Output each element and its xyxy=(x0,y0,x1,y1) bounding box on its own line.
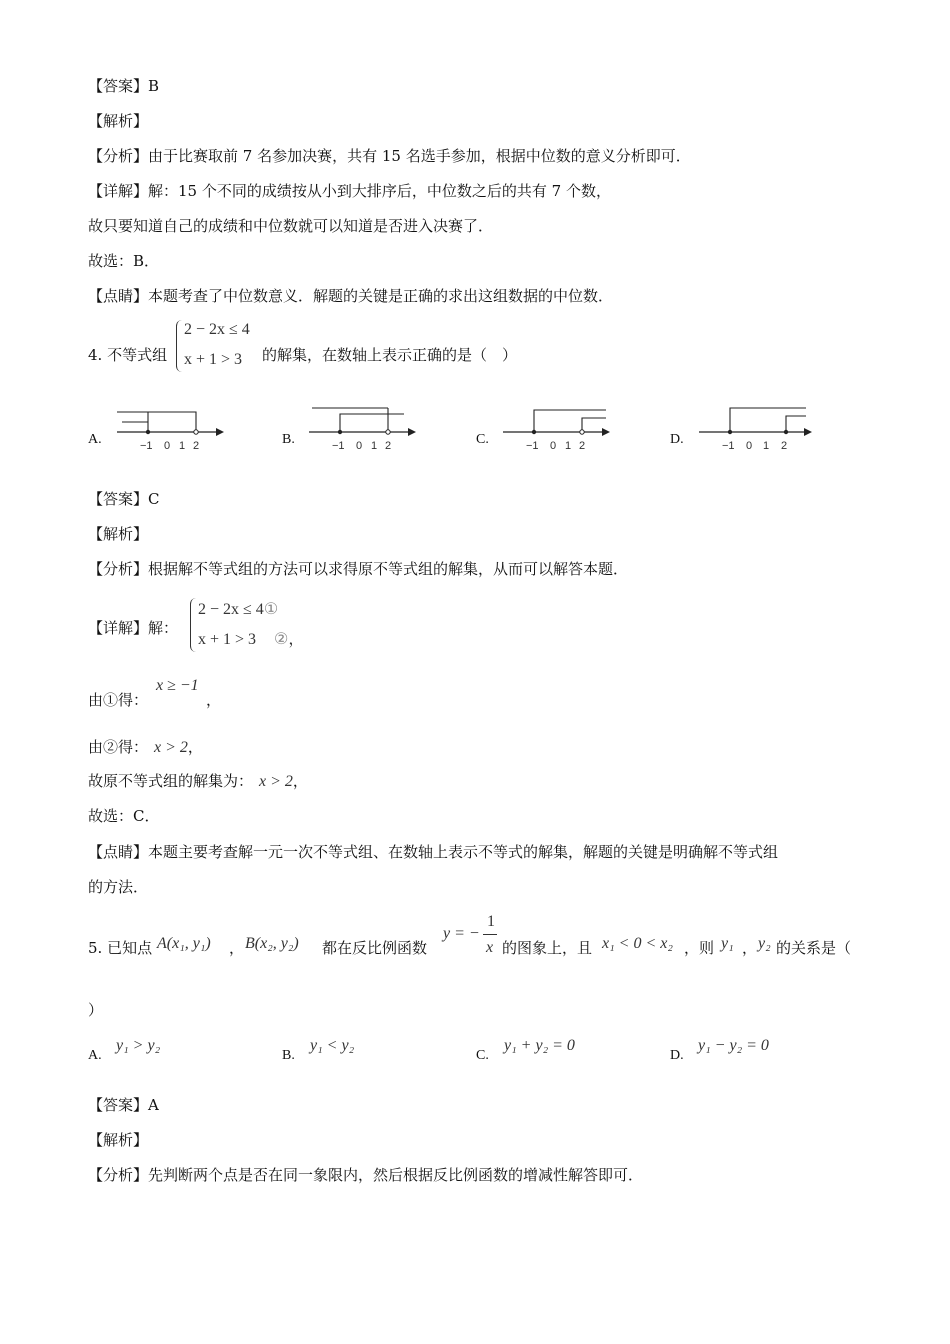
solution-ray-2 xyxy=(786,416,806,432)
fraction-bar xyxy=(483,934,497,935)
tick-label: 2 xyxy=(781,440,788,452)
q5-option-a-math: y₁ > y₂ xyxy=(116,1037,161,1054)
q4-detail xyxy=(88,618,178,638)
detail-text: 解：15 个不同的成绩按从小到大排序后，中位数之后的共有 7 个数， xyxy=(148,182,611,200)
q4-analysis-tag: 【解析】 xyxy=(88,525,149,543)
q4-stem-suffix: 的解集，在数轴上表示正确的是（ ） xyxy=(262,346,518,364)
q4-answer-line xyxy=(88,489,160,509)
q5-analysis-tag: 【解析】 xyxy=(88,1131,149,1149)
q4-step1-math: x ≥ −1 xyxy=(156,677,199,694)
dianjing-text: 本题主要考查解一元一次不等式组、在数轴上表示不等式的解集，解题的关键是明确解不等式组 xyxy=(148,843,779,861)
q5-sep: ， xyxy=(229,939,245,957)
solution-ray-neg1 xyxy=(730,408,806,432)
point-neg1 xyxy=(338,430,342,434)
trailing-comma: ， xyxy=(288,631,305,648)
q5-option-d-math: y₁ − y₂ = 0 xyxy=(698,1037,769,1054)
tick-label: 2 xyxy=(193,440,200,452)
q4-choose: 故选：C． xyxy=(88,807,160,825)
q5-y1: y₁ xyxy=(721,935,734,952)
q4-ineq1: 2 − 2x ≤ 4 xyxy=(184,321,250,338)
q3-fenxi xyxy=(88,146,691,166)
q5-func-den: x xyxy=(486,939,494,956)
q5-option-d-label[interactable]: D. xyxy=(670,1048,684,1063)
point-2 xyxy=(580,430,584,434)
q5-sep2: ， xyxy=(742,939,758,957)
q5-stem-prefix: 5. 已知点 xyxy=(88,939,153,957)
q4-detail-ineq2 xyxy=(198,630,304,650)
solution-ray-neg1 xyxy=(534,410,606,432)
q4-step1-comma: ， xyxy=(206,691,222,709)
point-neg1 xyxy=(728,430,732,434)
solution-ray-mid xyxy=(148,412,196,432)
fenxi-tag: 【分析】 xyxy=(88,1166,149,1184)
q5-stem-close: ） xyxy=(88,1001,104,1019)
q4-option-b-numberline xyxy=(304,400,424,455)
q4-option-a-label[interactable]: A. xyxy=(88,432,102,447)
q4-step2 xyxy=(88,737,203,758)
q5-option-a-label[interactable]: A. xyxy=(88,1048,102,1063)
detail-tag: 【详解】 xyxy=(88,182,149,200)
tick-label: −1 xyxy=(140,440,153,452)
q4-option-c-label[interactable]: C. xyxy=(476,432,489,447)
tick-label: 2 xyxy=(385,440,392,452)
circled-number: ① xyxy=(263,601,279,618)
q5-option-b-label[interactable]: B. xyxy=(282,1048,295,1063)
q5-y2: y₂ xyxy=(758,935,771,952)
detail-tag: 【详解】 xyxy=(88,619,149,637)
step-prefix: 由②得： xyxy=(88,738,149,756)
detail-prefix: 解： xyxy=(148,619,179,637)
tick-label: −1 xyxy=(332,440,345,452)
tick-label: −1 xyxy=(526,440,539,452)
q5-stem-end: 的关系是（ xyxy=(776,939,852,957)
step-math: x > 2 xyxy=(259,773,293,790)
tick-label: 1 xyxy=(763,440,770,452)
point-neg1 xyxy=(532,430,536,434)
answer-value: C xyxy=(148,490,160,508)
dianjing-tag: 【点睛】 xyxy=(88,287,149,305)
circled-number: ② xyxy=(274,631,289,648)
arrow-icon xyxy=(804,428,812,436)
fenxi-tag: 【分析】 xyxy=(88,560,149,578)
step-math: x > 2 xyxy=(154,739,188,756)
q4-dianjing-line2: 的方法． xyxy=(88,878,149,896)
q5-option-c-label[interactable]: C. xyxy=(476,1048,489,1063)
answer-tag: 【答案】 xyxy=(88,1096,149,1114)
step-prefix: 故原不等式组的解集为： xyxy=(88,772,254,790)
q5-func-lhs: y = − xyxy=(443,925,480,942)
tick-label: −1 xyxy=(722,440,735,452)
q3-analysis-tag: 【解析】 xyxy=(88,112,149,130)
dianjing-text: 本题考查了中位数意义．解题的关键是正确的求出这组数据的中位数． xyxy=(148,287,614,305)
step-prefix: 由①得： xyxy=(88,691,149,709)
answer-tag: 【答案】 xyxy=(88,490,149,508)
q4-ineq2: x + 1 > 3 xyxy=(184,351,243,368)
q5-option-b-math: y₁ < y₂ xyxy=(310,1037,355,1054)
q4-option-d-label[interactable]: D. xyxy=(670,432,684,447)
q3-detail-line2: 故只要知道自己的成绩和中位数就可以知道是否进入决赛了． xyxy=(88,217,494,235)
q4-stem-prefix: 4. 不等式组 xyxy=(88,346,168,364)
q3-detail xyxy=(88,181,611,201)
fenxi-tag: 【分析】 xyxy=(88,147,149,165)
arrow-icon xyxy=(602,428,610,436)
q4-dianjing xyxy=(88,842,778,862)
arrow-icon xyxy=(216,428,224,436)
q4-option-a-numberline xyxy=(112,400,232,455)
q5-condition: x₁ < 0 < x₂ xyxy=(602,935,673,952)
tick-label: 1 xyxy=(565,440,572,452)
q4-fenxi xyxy=(88,559,628,579)
tick-label: 0 xyxy=(164,440,171,452)
q5-point-a: A(x₁, y₁) xyxy=(157,935,211,952)
q4-option-b-label[interactable]: B. xyxy=(282,432,295,447)
q5-stem-mid3: ，则 xyxy=(684,939,715,957)
arrow-icon xyxy=(408,428,416,436)
q5-answer-line xyxy=(88,1095,159,1115)
q3-answer-line xyxy=(88,76,159,96)
tick-label: 0 xyxy=(746,440,753,452)
answer-tag: 【答案】 xyxy=(88,77,149,95)
fenxi-text: 先判断两个点是否在同一象限内，然后根据反比例函数的增减性解答即可． xyxy=(148,1166,644,1184)
q4-step1 xyxy=(88,690,148,710)
point-2 xyxy=(784,430,788,434)
answer-value: B xyxy=(148,77,160,95)
tick-label: 1 xyxy=(179,440,186,452)
q3-choose: 故选：B． xyxy=(88,252,160,270)
q5-fenxi xyxy=(88,1165,643,1185)
ineq-text: 2 − 2x ≤ 4 xyxy=(198,601,264,618)
q5-stem-mid2: 的图象上，且 xyxy=(502,939,593,957)
q4-detail-ineq1 xyxy=(198,600,278,620)
q5-point-b: B(x₂, y₂) xyxy=(245,935,299,952)
tick-label: 1 xyxy=(371,440,378,452)
q5-option-c-math: y₁ + y₂ = 0 xyxy=(504,1037,575,1054)
q4-option-d-numberline xyxy=(694,400,819,455)
step-suffix: ， xyxy=(292,772,308,790)
point-2 xyxy=(194,430,198,434)
q5-stem-mid: 都在反比例函数 xyxy=(322,939,428,957)
tick-label: 0 xyxy=(550,440,557,452)
fenxi-text: 由于比赛取前 7 名参加决赛，共有 15 名选手参加，根据中位数的意义分析即可． xyxy=(148,147,691,165)
step-suffix: ， xyxy=(187,738,203,756)
point-neg1 xyxy=(146,430,150,434)
dianjing-tag: 【点睛】 xyxy=(88,843,149,861)
solution-ray-right xyxy=(340,414,404,432)
q3-dianjing xyxy=(88,286,613,306)
q4-option-c-numberline xyxy=(498,400,618,455)
point-2 xyxy=(386,430,390,434)
ineq-text: x + 1 > 3 xyxy=(198,631,257,648)
answer-value: A xyxy=(148,1096,159,1114)
fenxi-text: 根据解不等式组的方法可以求得原不等式组的解集，从而可以解答本题． xyxy=(148,560,629,578)
tick-label: 0 xyxy=(356,440,363,452)
q4-step3 xyxy=(88,771,308,792)
tick-label: 2 xyxy=(579,440,586,452)
q5-func-num: 1 xyxy=(487,913,495,930)
